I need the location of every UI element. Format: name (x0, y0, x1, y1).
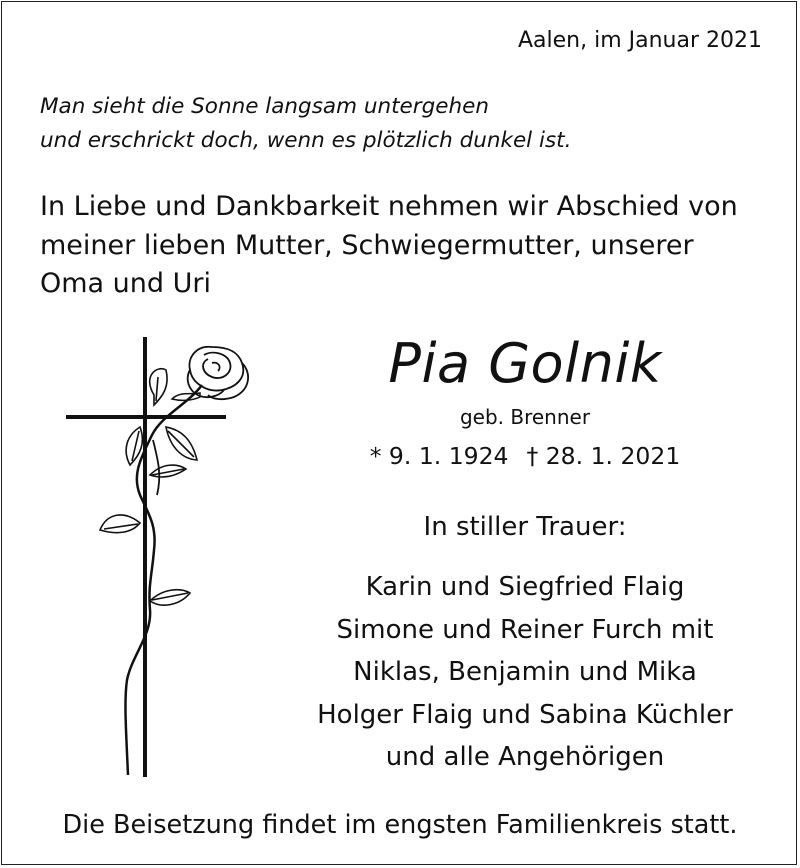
verse (40, 90, 571, 158)
intro-text (40, 188, 738, 304)
mourner-line: Holger Flaig und Sabina Küchler (317, 699, 733, 730)
place-and-date: Aalen, im Januar 2021 (517, 28, 762, 53)
mourners-list (280, 566, 770, 779)
death-date: † 28. 1. 2021 (526, 442, 681, 470)
cross-with-rose-icon (62, 335, 252, 780)
mourner-line: Niklas, Benjamin und Mika (353, 657, 697, 687)
birth-name: geb. Brenner (459, 405, 591, 429)
verse-line: und erschrickt doch, wenn es plötzlich dunkel ist. (40, 128, 572, 153)
verse-line: Man sieht die Sonne langsam untergehen (40, 94, 489, 119)
mourner-line: Karin und Siegfried Flaig (365, 572, 685, 602)
life-dates (280, 442, 770, 470)
mourning-heading: In stiller Trauer: (423, 512, 627, 542)
intro-line: Oma und Uri (40, 268, 211, 299)
deceased-name: Pia Golnik (388, 332, 662, 395)
intro-line: meiner lieben Mutter, Schwiegermutter, unserer (40, 229, 694, 261)
birth-date: * 9. 1. 1924 (369, 442, 509, 470)
mourner-line: und alle Angehörigen (385, 742, 665, 772)
mourner-line: Simone und Reiner Furch mit (336, 614, 714, 645)
funeral-notice: Die Beisetzung findet im engsten Familienkreis statt. (62, 810, 738, 840)
intro-line: In Liebe und Dankbarkeit nehmen wir Abschied von (40, 191, 738, 222)
